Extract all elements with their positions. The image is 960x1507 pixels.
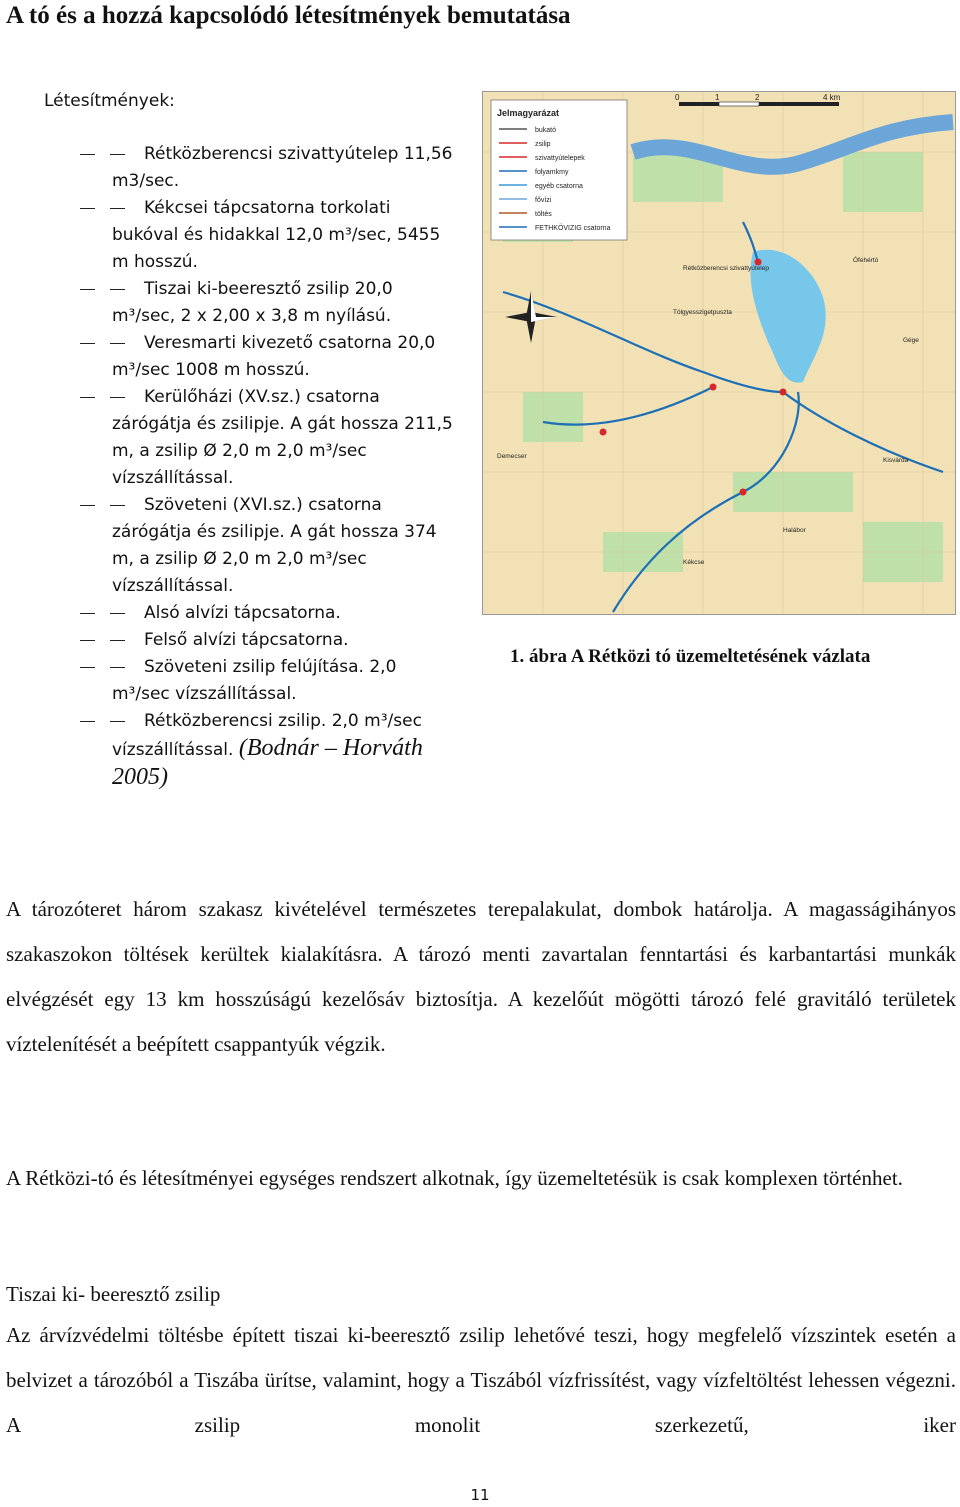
- citation: (Bodnár – Horváth 2005): [112, 735, 423, 790]
- legend-item: FETHKÖVIZIG csatorna: [535, 225, 611, 232]
- facility-text: Veresmarti kivezető csatorna 20,0: [144, 333, 436, 353]
- facility-item: [0, 276, 470, 330]
- facility-item: [0, 708, 470, 793]
- facility-text-cont: m³/sec, 2 x 2,00 x 3,8 m nyílású.: [112, 306, 392, 326]
- facilities-heading: Létesítmények:: [44, 91, 175, 111]
- facility-text-cont: bukóval és hidakkal 12,0 m³/sec, 5455 m hosszú.: [112, 225, 441, 272]
- facility-text: Szöveteni zsilip felújítása. 2,0: [144, 657, 397, 677]
- scale-label: 4 km: [823, 93, 841, 102]
- map-legend: [491, 100, 627, 240]
- facility-text-cont: vízszállítással.: [112, 740, 234, 760]
- page-title: A tó és a hozzá kapcsolódó létesítmények bemutatása: [6, 2, 571, 29]
- body-paragraph: A Rétközi-tó és létesítményei egységes rendszert alkotnak, így üzemeltetésük is csak komplexen történhet.: [6, 1166, 903, 1190]
- dash-bullet: [80, 289, 144, 290]
- dash-bullet: [80, 208, 144, 209]
- legend-item: töltés: [535, 211, 552, 218]
- facility-list: [0, 141, 470, 793]
- dash-bullet: [80, 343, 144, 344]
- scale-label: 0: [675, 93, 680, 102]
- facility-item: [0, 492, 470, 600]
- legend-item: szivattyútelepek: [535, 155, 585, 162]
- scale-label: 2: [755, 93, 760, 102]
- legend-title: Jelmagyarázat: [497, 108, 560, 118]
- place-label: Rétközberencsi szivattyútelep: [683, 265, 769, 272]
- legend-item: folyamkmy: [535, 169, 569, 176]
- facility-text-cont: zárógátja és zsilipje. A gát hossza 211,5 m, a zsilip Ø 2,0 m 2,0 m³/sec vízszállítással.: [112, 414, 453, 488]
- facility-text: Alsó alvízi tápcsatorna.: [144, 603, 341, 623]
- place-label: Kékcse: [683, 559, 705, 566]
- facility-item: [0, 627, 470, 654]
- body-paragraph: A tározóteret három szakasz kivételével természetes terepalakulat, dombok határolja. A magasságihányos szakaszokon töltések kerültek kialakításra. A tározó menti zavartalan fenntartási és karbantartási munkák elvégzését egy 13 km hosszúságú kezelősáv biztosítja. A kezelőút mögötti tározó felé gravitáló területek víztelenítését a beépített csappantyúk végzik.: [6, 897, 956, 1056]
- dash-bullet: [80, 397, 144, 398]
- legend-item: egyéb csatorna: [535, 183, 583, 190]
- facility-item: [0, 141, 470, 195]
- dash-bullet: [80, 667, 144, 668]
- legend-item: zsilip: [535, 141, 551, 148]
- dash-bullet: [80, 505, 144, 506]
- facility-item: [0, 195, 470, 276]
- facility-text: Tiszai ki-beeresztő zsilip 20,0: [144, 279, 393, 299]
- scale-label: 1: [715, 93, 720, 102]
- legend-item: fővízi: [535, 197, 552, 204]
- dash-bullet: [80, 721, 144, 722]
- dash-bullet: [80, 640, 144, 641]
- place-label: Kisvárda: [883, 457, 909, 464]
- place-label: Demecser: [497, 453, 527, 460]
- place-label: Ófehértó: [853, 257, 879, 264]
- place-label: Tölgyesszigetpuszta: [673, 309, 732, 316]
- place-label: Gége: [903, 337, 919, 344]
- facility-text-cont: m3/sec.: [112, 171, 180, 191]
- legend-item: bukató: [535, 127, 557, 134]
- facility-text: Szöveteni (XVI.sz.) csatorna: [144, 495, 382, 515]
- facility-text: Rétközberencsi szivattyútelep 11,56: [144, 144, 453, 164]
- facility-item: [0, 600, 470, 627]
- dash-bullet: [80, 613, 144, 614]
- facility-text-cont: m³/sec vízszállítással.: [112, 684, 297, 704]
- lake-map: [482, 91, 956, 615]
- facility-item: [0, 330, 470, 384]
- dash-bullet: [80, 154, 144, 155]
- facility-text: Kékcsei tápcsatorna torkolati: [144, 198, 391, 218]
- figure-caption: 1. ábra A Rétközi tó üzemeltetésének vázlata: [510, 646, 871, 667]
- facility-text-cont: zárógátja és zsilipje. A gát hossza 374 m, a zsilip Ø 2,0 m 2,0 m³/sec vízszállítással.: [112, 522, 437, 596]
- facility-text-cont: m³/sec 1008 m hosszú.: [112, 360, 310, 380]
- facility-text: Felső alvízi tápcsatorna.: [144, 630, 349, 650]
- facility-item: [0, 384, 470, 492]
- facility-text: Kerülőházi (XV.sz.) csatorna: [144, 387, 380, 407]
- page-number: 11: [470, 1486, 490, 1504]
- section-heading: Tiszai ki- beeresztő zsilip: [6, 1282, 221, 1306]
- place-label: Halábor: [783, 527, 806, 534]
- section-paragraph: Az árvízvédelmi töltésbe épített tiszai ki-beeresztő zsilip lehetővé teszi, hogy megfelelő vízszintek esetén a belvizet a tározóból a Tiszába ürítse, valamint, hogy a Tiszából vízfrissítést, vagy vízfeltöltést lehessen végezni. A zsilip monolit szerkezetű, iker: [6, 1323, 956, 1437]
- facility-item: [0, 654, 470, 708]
- facility-text: Rétközberencsi zsilip. 2,0 m³/sec: [144, 711, 422, 731]
